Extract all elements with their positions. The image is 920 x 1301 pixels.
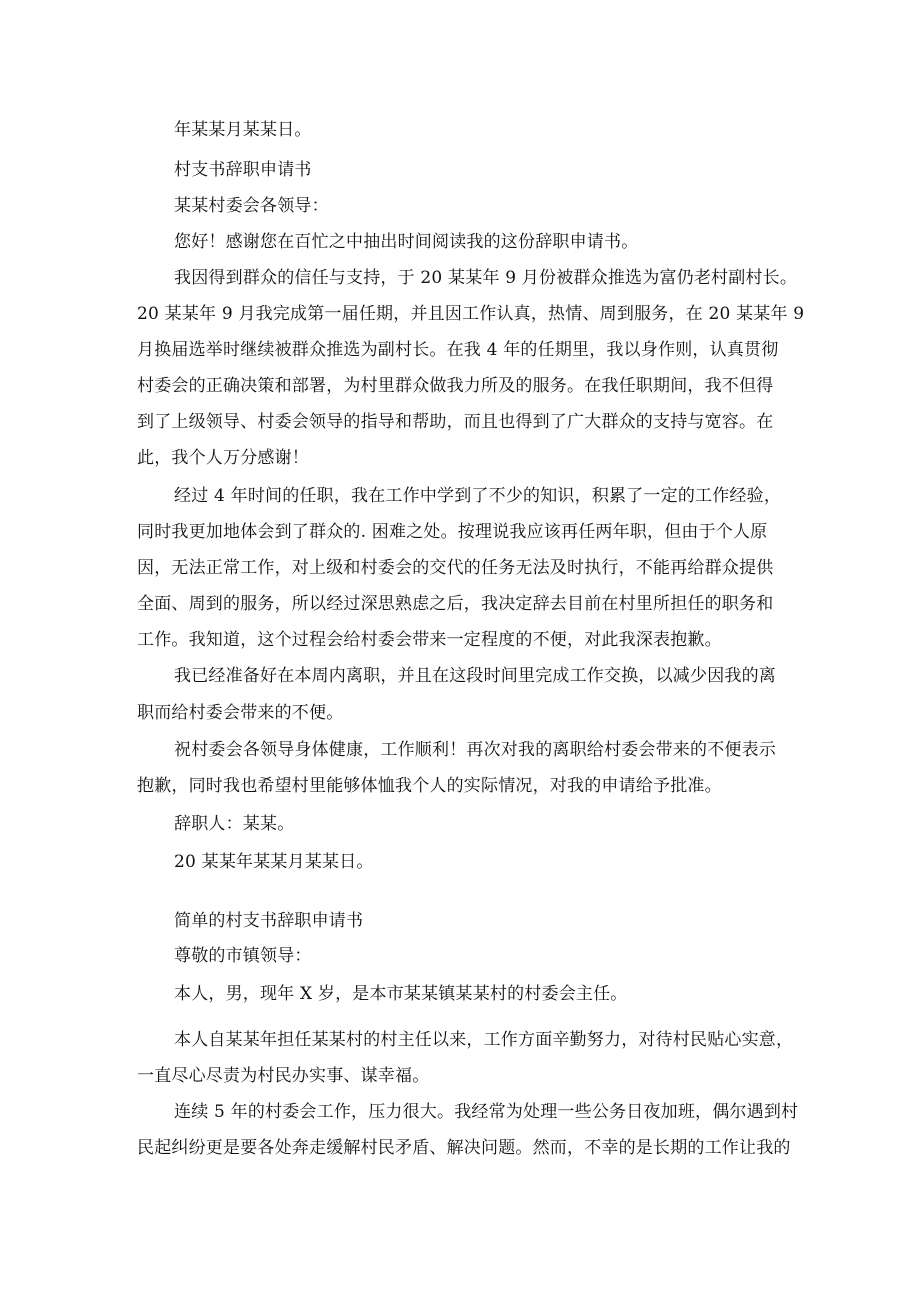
paragraph-line: 全面、周到的服务，所以经过深思熟虑之后，我决定辞去目前在村里所担任的职务和 [137, 594, 774, 614]
paragraph-line: 同时我更加地体会到了群众的. 困难之处。按理说我应该再任两年职，但由于个人原 [137, 522, 768, 542]
paragraph-line: 本人自某某年担任某某村的村主任以来，工作方面辛勤努力，对待村民贴心实意， [174, 1030, 794, 1050]
paragraph-line: 您好！感谢您在百忙之中抽出时间阅读我的这份辞职申请书。 [174, 232, 639, 252]
paragraph-line: 月换届选举时继续被群众推选为副村长。在我 4 年的任期里，我以身作则，认真贯彻 [137, 340, 779, 360]
paragraph-line: 连续 5 年的村委会工作，压力很大。我经常为处理一些公务日夜加班，偶尔遇到村 [174, 1102, 799, 1122]
paragraph-line: 20 某某年 9 月我完成第一届任期，并且因工作认真，热情、周到服务，在 20 某某年 9 [137, 304, 805, 324]
paragraph-line: 一直尽心尽责为村民办实事、谋幸福。 [137, 1066, 430, 1086]
paragraph-line: 到了上级领导、村委会领导的指导和帮助，而且也得到了广大群众的支持与宽容。在 [137, 412, 774, 432]
paragraph-line: 祝村委会各领导身体健康，工作顺利！再次对我的离职给村委会带来的不便表示 [174, 740, 776, 760]
paragraph-line: 经过 4 年时间的任职，我在工作中学到了不少的知识，积累了一定的工作经验， [174, 486, 782, 506]
paragraph-line: 民起纠纷更是要各处奔走缓解村民矛盾、解决问题。然而，不幸的是长期的工作让我的 [137, 1138, 791, 1158]
paragraph-line: 职而给村委会带来的不便。 [137, 703, 344, 723]
signature-line: 辞职人：某某。 [174, 814, 295, 834]
paragraph-line: 抱歉，同时我也希望村里能够体恤我个人的实际情况，对我的申请给予批准。 [137, 776, 722, 796]
paragraph-line: 因，无法正常工作，对上级和村委会的交代的任务无法及时执行，不能再给群众提供 [137, 558, 774, 578]
paragraph-line: 此，我个人万分感谢！ [137, 448, 309, 468]
heading-resignation-letter: 村支书辞职申请书 [174, 160, 312, 180]
paragraph-line: 工作。我知道，这个过程会给村委会带来一定程度的不便，对此我深表抱歉。 [137, 630, 722, 650]
second-heading: 简单的村支书辞职申请书 [174, 911, 364, 931]
paragraph-line: 我已经准备好在本周内离职，并且在这段时间里完成工作交换，以减少因我的离 [174, 666, 776, 686]
paragraph-line: 村委会的正确决策和部署，为村里群众做我力所及的服务。在我任职期间，我不但得 [137, 376, 774, 396]
date-line-top: 年某某月某某日。 [174, 120, 312, 140]
paragraph-line: 本人，男，现年 X 岁，是本市某某镇某某村的村委会主任。 [174, 984, 628, 1004]
paragraph-line: 我因得到群众的信任与支持，于 20 某某年 9 月份被群众推选为富仍老村副村长。 [174, 268, 798, 288]
salutation: 某某村委会各领导： [174, 196, 329, 216]
date-line: 20 某某年某某月某某日。 [174, 852, 374, 872]
second-salutation: 尊敬的市镇领导： [174, 946, 312, 966]
